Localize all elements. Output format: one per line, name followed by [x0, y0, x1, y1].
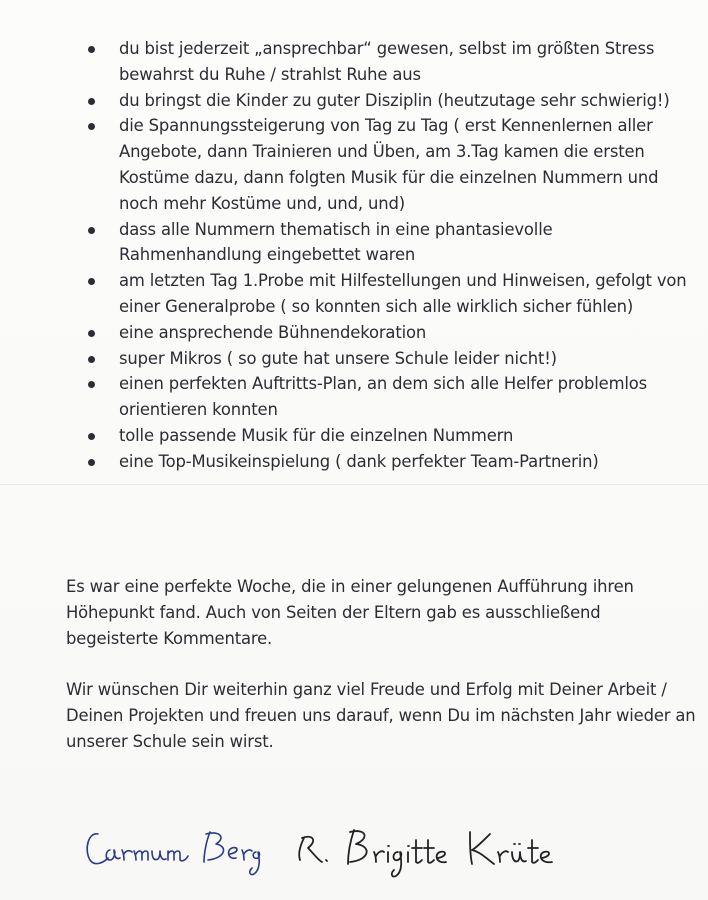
bullet-dot-icon [88, 46, 95, 53]
bullet-dot-icon [88, 123, 95, 130]
list-item-text: einen perfekten Auftritts-Plan, an dem sich alle Helfer problemlos orientieren konnten [119, 374, 648, 420]
list-item [84, 88, 694, 114]
list-item [84, 268, 694, 320]
signature-first [80, 820, 270, 880]
list-item [84, 346, 694, 372]
list-item [84, 371, 694, 423]
bullet-dot-icon [88, 459, 95, 466]
paper-fold [0, 484, 708, 485]
list-item-text: du bist jederzeit „ansprechbar“ gewesen, selbst im größten Stress bewahrst du Ruhe / strahlst Ruhe aus [119, 39, 655, 84]
bullet-dot-icon [88, 98, 95, 105]
list-item-text: eine ansprechende Bühnendekoration [119, 322, 427, 342]
list-item-text: eine Top-Musikeinspielung ( dank perfekter Team-Partnerin) [119, 451, 599, 471]
list-item [84, 113, 694, 216]
closing-paragraph-week: Es war eine perfekte Woche, die in einer gelungenen Aufführung ihren Höhepunkt fand. Auch von Seiten der Eltern gab es ausschließend begeisterte Kommentare. [66, 577, 634, 648]
bullet-dot-icon [88, 356, 95, 363]
list-item-text: super Mikros ( so gute hat unsere Schule leider nicht!) [119, 348, 557, 368]
list-item-text: du bringst die Kinder zu guter Disziplin (heutzutage sehr schwierig!) [119, 90, 670, 110]
list-item [84, 449, 694, 475]
bullet-dot-icon [88, 433, 95, 440]
bullet-dot-icon [88, 330, 95, 337]
list-item-text: die Spannungssteigerung von Tag zu Tag ( erst Kennenlernen aller Angebote, dann Trainieren und Üben, am 3.Tag kamen die ersten Kostüme dazu, dann folgten Musik für die einzelnen Nummern und noch mehr Kostüme und, und, und) [119, 116, 659, 213]
closing-paragraph-wishes: Wir wünschen Dir weiterhin ganz viel Freude und Erfolg mit Deiner Arbeit / Deinen Projekten und freuen uns darauf, wenn Du im nächsten Jahr wieder an unserer Schule sein wirst. [66, 680, 696, 751]
list-item-text: dass alle Nummern thematisch in eine phantasievolle Rahmenhandlung eingebettet waren [119, 219, 553, 265]
list-item [84, 217, 694, 269]
praise-list [84, 36, 694, 475]
bullet-dot-icon [88, 381, 95, 388]
bullet-dot-icon [88, 227, 95, 234]
list-item [84, 423, 694, 449]
list-item [84, 320, 694, 346]
list-item [84, 36, 694, 88]
list-item-text: tolle passende Musik für die einzelnen Nummern [119, 425, 514, 445]
bullet-dot-icon [88, 278, 95, 285]
list-item-text: am letzten Tag 1.Probe mit Hilfestellungen und Hinweisen, gefolgt von einer Generalprobe ( so konnten sich alle wirklich sicher fühlen) [119, 271, 687, 316]
signature-second [290, 820, 580, 880]
